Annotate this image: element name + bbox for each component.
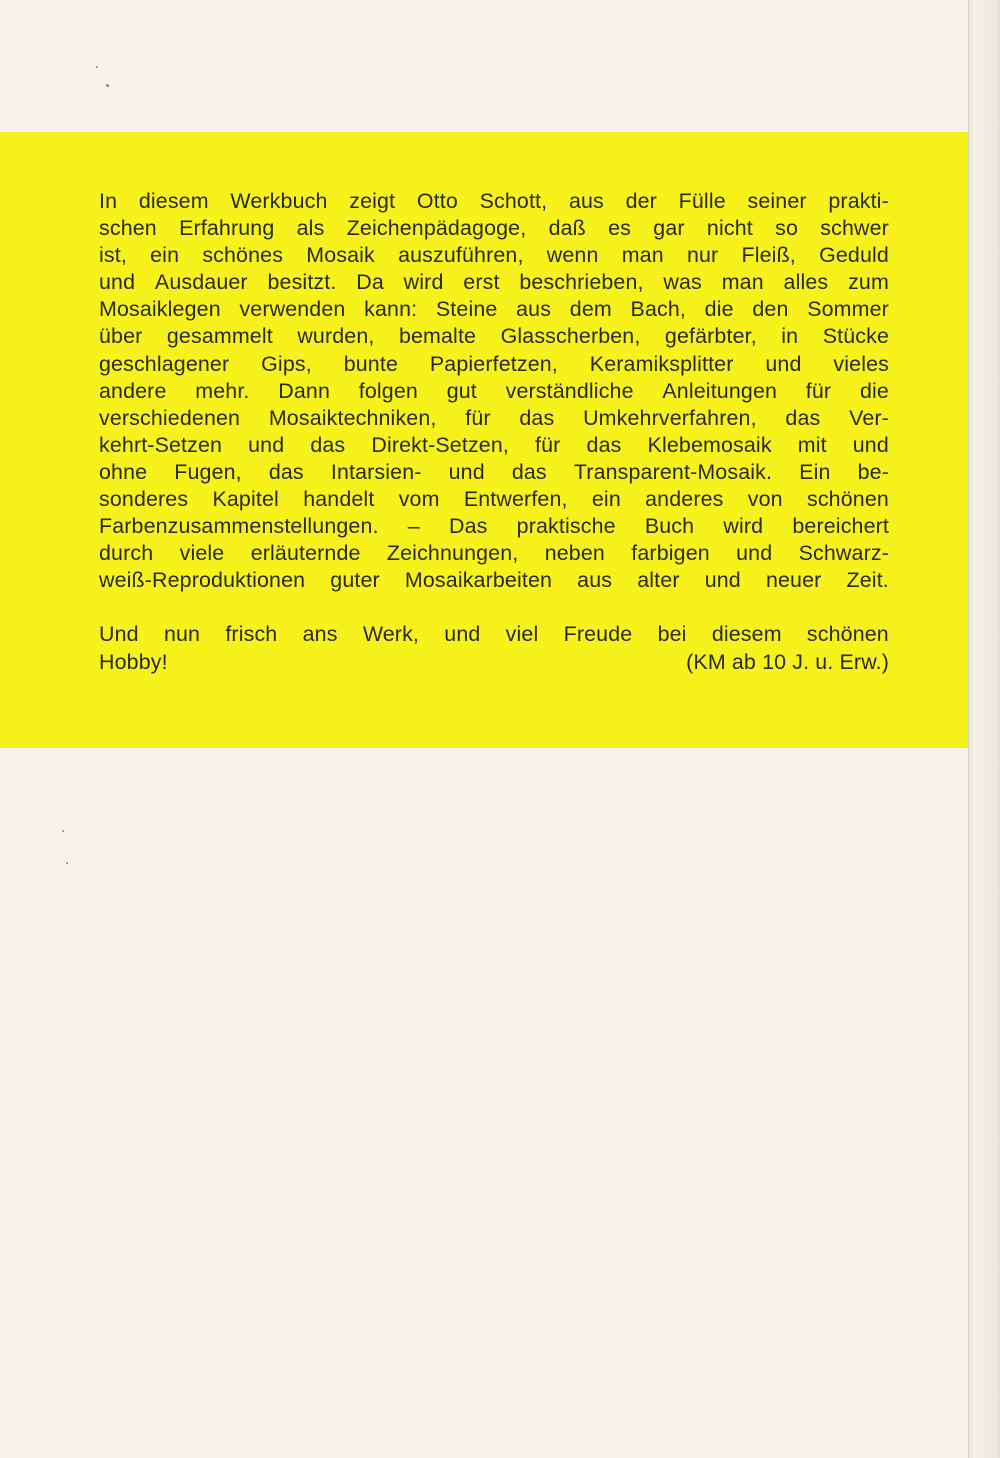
word: es	[608, 216, 632, 241]
word: Und	[99, 622, 139, 647]
word: vieles	[833, 351, 889, 376]
word: Otto	[416, 189, 458, 213]
word: Geduld	[819, 243, 889, 268]
text-line	[99, 459, 889, 486]
word: Ver-	[849, 405, 889, 430]
word: so	[775, 216, 798, 241]
word: Ein	[799, 459, 831, 484]
word: und	[248, 432, 285, 457]
word: Klebemosaik	[647, 432, 772, 457]
word: daß	[548, 216, 586, 241]
word: alter	[637, 568, 680, 593]
word: Keramiksplitter	[589, 351, 734, 376]
word: man	[721, 270, 764, 295]
word: Erfahrung	[179, 216, 275, 241]
word: gut	[446, 378, 477, 403]
word: Bach,	[630, 297, 686, 322]
word: Glasscherben,	[500, 324, 641, 349]
word: für	[535, 432, 561, 457]
word: nicht	[706, 216, 753, 241]
word: neben	[544, 541, 605, 566]
word: und	[736, 541, 773, 566]
text-line	[99, 513, 889, 540]
blurb-text	[99, 188, 889, 676]
word: besitzt.	[267, 270, 337, 295]
word: bei	[657, 622, 687, 647]
word: –	[407, 514, 420, 539]
word: erst	[463, 270, 500, 295]
word: beschrieben,	[519, 270, 644, 295]
word: von	[747, 487, 783, 512]
word: erläuternde	[250, 541, 361, 566]
paper-speck	[62, 830, 64, 832]
word: Stücke	[822, 324, 889, 349]
word: aus	[568, 189, 604, 213]
word: Fülle	[678, 189, 726, 213]
text-line	[99, 269, 889, 296]
text-line	[99, 378, 889, 405]
word: bemalte	[398, 324, 477, 349]
word: Mosaik	[306, 243, 375, 268]
word: das	[519, 405, 555, 430]
word: den	[752, 297, 789, 322]
closing-paragraph	[99, 621, 889, 648]
word: frisch	[225, 622, 278, 647]
word: der	[625, 189, 657, 213]
word: nun	[163, 622, 201, 647]
word: Direkt-Setzen,	[371, 432, 509, 457]
word: farbigen	[631, 541, 710, 566]
word: das	[268, 459, 304, 484]
word: Buch	[644, 514, 695, 539]
word: für	[465, 405, 491, 430]
word: Werk,	[362, 622, 420, 647]
paper-speck	[96, 66, 98, 68]
word: Entwerfen,	[463, 487, 568, 512]
text-line	[99, 486, 889, 513]
word: und	[448, 459, 485, 484]
word: sonderes	[99, 487, 189, 512]
word: viel	[505, 622, 539, 647]
word: man	[621, 243, 664, 268]
word: Transparent-Mosaik.	[573, 459, 773, 484]
word: schen	[99, 216, 157, 241]
word: diesem	[711, 622, 782, 647]
word: wird	[403, 270, 444, 295]
word: verständliche	[505, 378, 634, 403]
word: Anleitungen	[662, 378, 778, 403]
text-line	[99, 215, 889, 242]
closing-hobby-text: Hobby!	[99, 649, 168, 674]
word: Da	[356, 270, 384, 295]
word: Mosaiktechniken,	[268, 405, 437, 430]
word: Fugen,	[174, 459, 242, 484]
word: weiß-Reproduktionen	[99, 568, 306, 593]
word: in	[781, 324, 799, 349]
word: gefärbter,	[664, 324, 757, 349]
word: Sommer	[807, 297, 889, 322]
word: das	[310, 432, 346, 457]
word: Mosaiklegen	[99, 297, 221, 322]
word: Das	[449, 514, 488, 539]
word: und	[765, 351, 802, 376]
word: über	[99, 324, 143, 349]
word: ein	[591, 487, 621, 512]
word: als	[296, 216, 325, 241]
text-line	[99, 323, 889, 350]
word: zum	[848, 270, 889, 295]
word: Intarsien-	[330, 459, 422, 484]
text-line	[99, 296, 889, 323]
word: viele	[179, 541, 225, 566]
word: verwenden	[239, 297, 346, 322]
text-line	[99, 621, 889, 648]
word: praktische	[516, 514, 616, 539]
word: und	[99, 270, 136, 295]
word: schwer	[820, 216, 889, 241]
word: durch	[99, 541, 154, 566]
word: diesem	[138, 189, 209, 213]
word: die	[859, 378, 889, 403]
word: gesammelt	[166, 324, 273, 349]
paper-speck	[106, 84, 109, 87]
word: folgen	[358, 378, 418, 403]
word: und	[704, 568, 741, 593]
word: andere	[99, 378, 167, 403]
word: Steine	[435, 297, 498, 322]
word: ans	[302, 622, 338, 647]
word: ist,	[99, 243, 127, 268]
word: das	[586, 432, 622, 457]
word: Ausdauer	[154, 270, 248, 295]
word: verschiedenen	[99, 405, 241, 430]
word: die	[704, 297, 734, 322]
word: Werkbuch	[230, 189, 328, 213]
word: Zeit.	[846, 568, 889, 593]
word: ein	[150, 243, 180, 268]
word: Fleiß,	[741, 243, 796, 268]
word: schönes	[202, 243, 284, 268]
word: vom	[398, 487, 440, 512]
word: alles	[783, 270, 829, 295]
word: ohne	[99, 459, 148, 484]
word: neuer	[765, 568, 822, 593]
word: Kapitel	[212, 487, 279, 512]
word: bunte	[343, 351, 398, 376]
word: bereichert	[792, 514, 889, 539]
word: Dann	[278, 378, 331, 403]
word: das	[785, 405, 821, 430]
text-line	[99, 351, 889, 378]
paper-speck	[66, 862, 68, 864]
description-paragraph	[99, 188, 889, 594]
word: prakti-	[828, 189, 889, 213]
word: das	[511, 459, 547, 484]
word: was	[663, 270, 702, 295]
word: seiner	[747, 189, 807, 213]
word: kehrt-Setzen	[99, 432, 223, 457]
word: geschlagener	[99, 351, 230, 376]
word: schönen	[806, 487, 889, 512]
word: anderes	[645, 487, 724, 512]
text-line	[99, 188, 889, 215]
spine-edge	[968, 0, 1000, 1458]
word: zeigt	[349, 189, 396, 213]
word: mit	[797, 432, 827, 457]
word: aus	[516, 297, 552, 322]
word: be-	[857, 459, 889, 484]
word: Zeichenpädagoge,	[346, 216, 527, 241]
word: In	[99, 189, 118, 213]
word: Gips,	[261, 351, 312, 376]
text-line	[99, 567, 889, 594]
word: Farbenzusammenstellungen.	[99, 514, 379, 539]
paragraph-gap	[99, 594, 889, 621]
word: guter	[330, 568, 380, 593]
word: handelt	[303, 487, 375, 512]
word: kann:	[364, 297, 418, 322]
word: schönen	[806, 622, 889, 647]
closing-line	[99, 649, 889, 676]
text-line	[99, 242, 889, 269]
word: für	[805, 378, 832, 403]
word: und	[444, 622, 481, 647]
word: nur	[686, 243, 719, 268]
word: und	[852, 432, 889, 457]
word: wenn	[546, 243, 599, 268]
age-recommendation: (KM ab 10 J. u. Erw.)	[686, 649, 889, 674]
word: Freude	[563, 622, 633, 647]
word: Schwarz-	[798, 541, 889, 566]
word: mehr.	[195, 378, 250, 403]
word: wurden,	[297, 324, 375, 349]
word: Papierfetzen,	[429, 351, 558, 376]
text-line	[99, 432, 889, 459]
text-line	[99, 540, 889, 567]
word: gar	[653, 216, 685, 241]
word: Schott,	[479, 189, 548, 213]
word: Mosaikarbeiten	[404, 568, 553, 593]
word: auszuführen,	[398, 243, 524, 268]
word: Umkehrverfahren,	[583, 405, 757, 430]
word: dem	[569, 297, 612, 322]
word: Zeichnungen,	[386, 541, 519, 566]
word: aus	[577, 568, 613, 593]
text-line	[99, 405, 889, 432]
word: wird	[723, 514, 764, 539]
